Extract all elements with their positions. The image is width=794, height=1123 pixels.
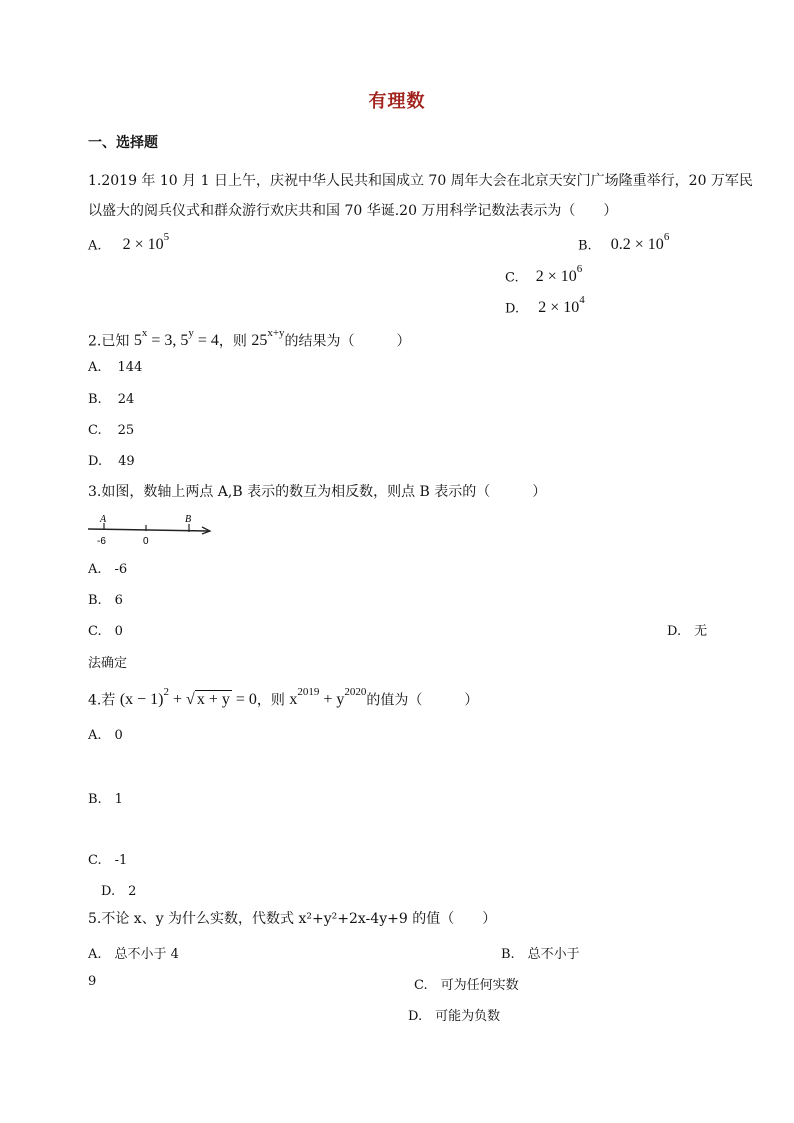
q5-option-b-continued: 9 bbox=[88, 974, 97, 989]
q2-option-c: C. 25 bbox=[88, 423, 135, 438]
q2-option-d: D. 49 bbox=[88, 454, 135, 469]
q2-option-a: A. 144 bbox=[88, 360, 143, 375]
option-math: $2 \times 10^4$ bbox=[538, 294, 585, 317]
q2-stem: 2.已知 $5^x = 3$, $5^y = 4$，则 $25^{x+y}$的结果为（ ） bbox=[88, 327, 411, 350]
number-line-figure bbox=[86, 510, 216, 550]
option-label: D. bbox=[505, 301, 520, 317]
q2-option-b: B. 24 bbox=[88, 392, 135, 407]
q5-option-b: B. 总不小于 bbox=[501, 947, 580, 962]
option-label: A. bbox=[88, 238, 102, 254]
q4-option-c: C. -1 bbox=[88, 853, 128, 868]
q4-stem: 4.若 $(x - 1)^2$ + √ x + y = 0，则 $x^{2019} + y^{2020}$的值为（ ） bbox=[88, 686, 479, 709]
q3-option-d-continued: 法确定 bbox=[88, 656, 128, 671]
section-heading: 一、选择题 bbox=[88, 135, 158, 151]
q4-option-d: D. 2 bbox=[101, 884, 137, 899]
q5-option-a: A. 总不小于 4 bbox=[88, 947, 179, 962]
q3-option-c: C. 0 bbox=[88, 624, 123, 639]
option-math: $0.2 \times 10^6$ bbox=[610, 231, 670, 254]
option-label: B. bbox=[578, 238, 592, 254]
q4-option-a: A. 0 bbox=[88, 728, 123, 743]
q4-option-b: B. 1 bbox=[88, 792, 123, 807]
tick-neg6-label: -6 bbox=[97, 536, 106, 547]
option-label: C. bbox=[505, 270, 519, 286]
q3-stem: 3.如图，数轴上两点 A,B 表示的数互为相反数，则点 B 表示的（ ） bbox=[88, 484, 547, 500]
point-b-label: B bbox=[185, 514, 192, 525]
q5-stem: 5.不论 x、y 为什么实数，代数式 x²+y²+2x-4y+9 的值（ ） bbox=[88, 911, 497, 927]
q1-option-d bbox=[505, 294, 585, 317]
q3-option-d: D. 无 bbox=[667, 624, 708, 639]
point-a-label: A bbox=[100, 514, 107, 525]
page-title: 有理数 bbox=[368, 91, 426, 112]
q1-option-c bbox=[505, 263, 583, 286]
q3-option-a: A. -6 bbox=[88, 562, 128, 577]
q5-option-d: D. 可能为负数 bbox=[408, 1009, 501, 1024]
tick-zero-label: 0 bbox=[143, 536, 149, 547]
q1-option-a bbox=[88, 231, 170, 254]
q1-stem-line2: 以盛大的阅兵仪式和群众游行欢庆共和国 70 华诞.20 万用科学记数法表示为（ ） bbox=[88, 203, 618, 219]
option-math: $2 \times 10^5$ bbox=[122, 231, 170, 254]
q3-option-b: B. 6 bbox=[88, 593, 123, 608]
q1-stem-line1: 1.2019 年 10 月 1 日上午，庆祝中华人民共和国成立 70 周年大会在北京天安门广场隆重举行，20 万军民 bbox=[88, 173, 753, 189]
option-math: $2 \times 10^6$ bbox=[535, 263, 583, 286]
q1-option-b bbox=[578, 231, 670, 254]
q5-option-c: C. 可为任何实数 bbox=[414, 978, 519, 993]
